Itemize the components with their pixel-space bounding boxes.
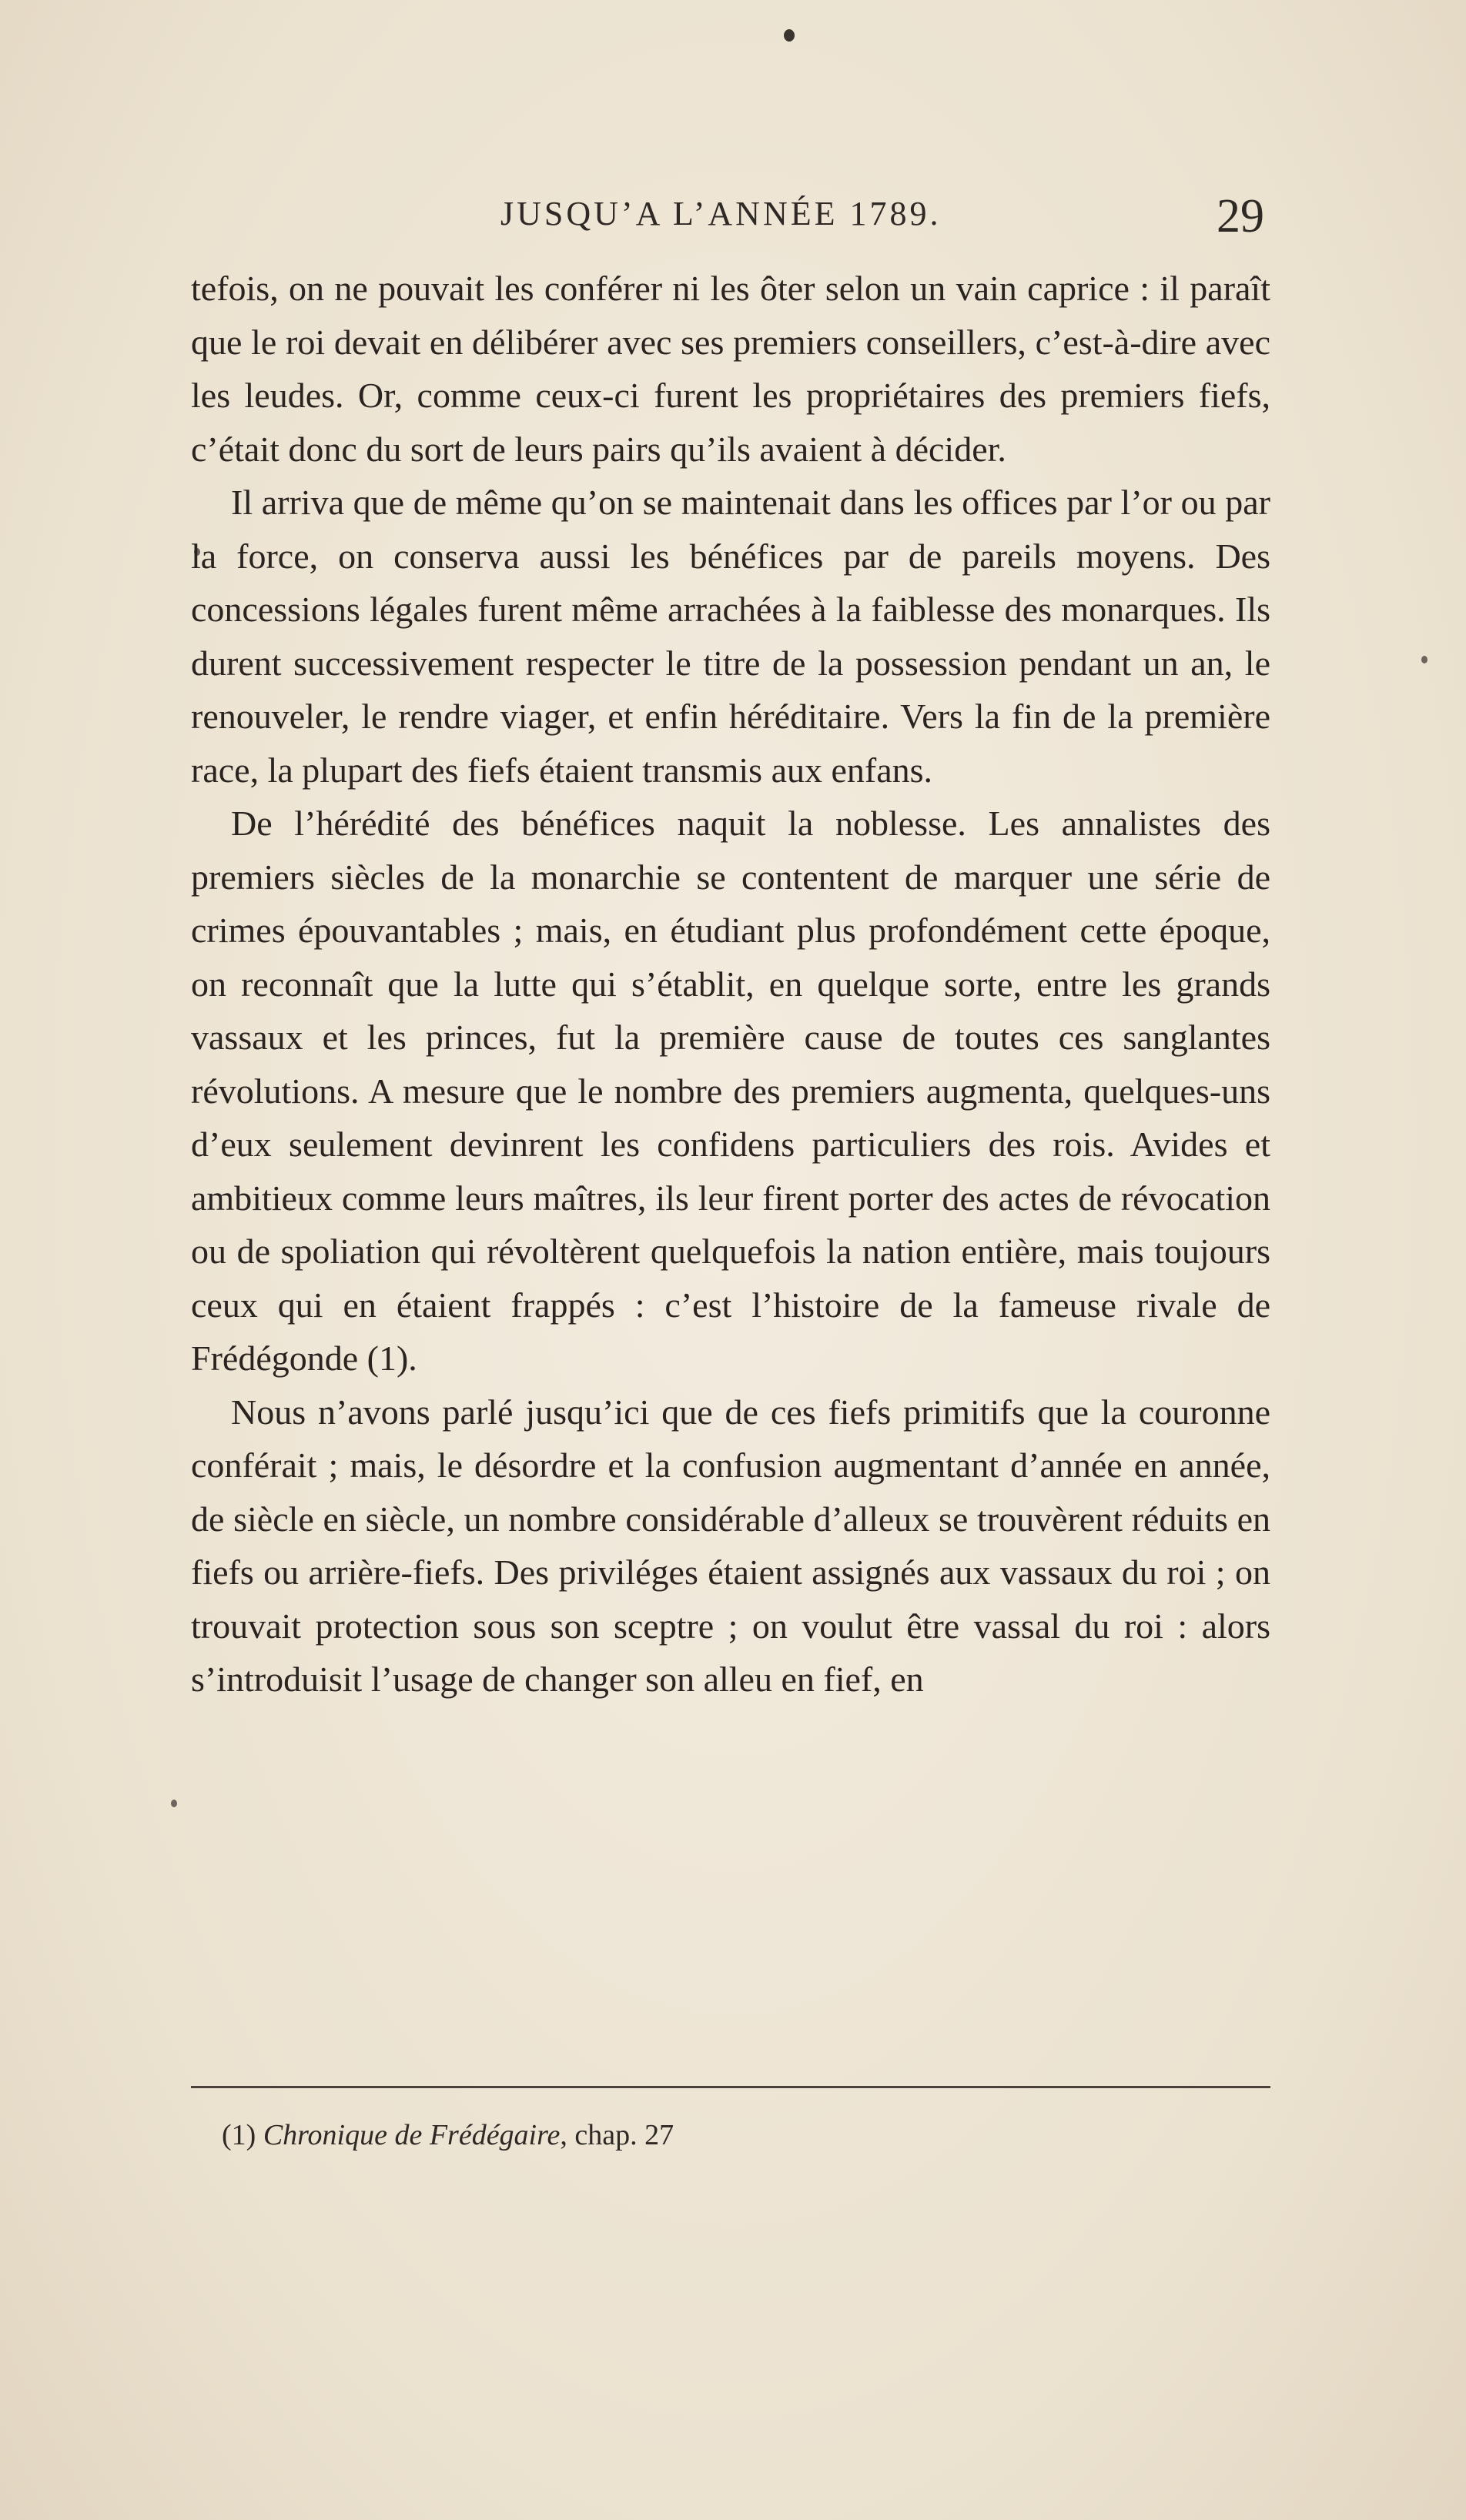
ink-dot — [784, 29, 795, 42]
paragraph-4: Nous n’avons parlé jusqu’ici que de ces fiefs primitifs que la couronne conférait ; mais, le désordre et la confusion augmentant d’année en année, de siècle en siècle, un nombre considérable d’alleux se trouvèrent réduits en fiefs ou arrière-fiefs. Des priviléges étaient assignés aux vassaux du roi ; on trouvait protection sous son sceptre ; on voulut être vassal du roi : alors s’introduisit l’usage de changer son alleu en fief, en — [191, 1392, 1270, 1699]
body-text — [191, 262, 1270, 1706]
paragraph-2: Il arriva que de même qu’on se maintenait dans les offices par l’or ou par la force, on conserva aussi les bénéfices par de pareils moyens. Des concessions légales furent même arrachées à la faiblesse des monarques. Ils durent successivement respecter le titre de la possession pendant un an, le renouveler, le rendre viager, et enfin héréditaire. Vers la fin de la première race, la plupart des fiefs étaient transmis aux enfans. — [191, 483, 1270, 790]
running-title: JUSQU’A L’ANNÉE 1789. — [500, 195, 942, 232]
footnote-rule — [191, 2086, 1270, 2088]
footnote-title: Chronique de Frédégaire — [263, 2119, 561, 2151]
footnote-marker: (1) — [222, 2119, 256, 2151]
page-header — [0, 179, 1466, 248]
paragraph-3: De l’hérédité des bénéfices naquit la noblesse. Les annalistes des premiers siècles de la monarchie se contentent de marquer une série de crimes épouvantables ; mais, en étudiant plus profondément cette époque, on reconnaît que la lutte qui s’établit, en quelque sorte, entre les grands vassaux et les princes, fut la première cause de toutes ces sanglantes révolutions. A mesure que le nombre des premiers augmenta, quelques-uns d’eux seulement devinrent les confidens particuliers des rois. Avides et ambitieux comme leurs maîtres, ils leur firent porter des actes de révocation ou de spoliation qui révoltèrent quelquefois la nation entière, mais toujours ceux qui en étaient frappés : c’est l’histoire de la fameuse rivale de Frédégonde (1). — [191, 804, 1270, 1378]
footnote — [222, 2118, 674, 2152]
paragraph-1: tefois, on ne pouvait les conférer ni les ôter selon un vain caprice : il paraît que le roi devait en délibérer avec ses premiers conseillers, c’est-à-dire avec les leudes. Or, comme ceux-ci furent les propriétaires des premiers fiefs, c’était donc du sort de leurs pairs qu’ils avaient à décider. — [191, 269, 1270, 469]
footnote-rest: , chap. 27 — [560, 2119, 674, 2151]
page-number: 29 — [1217, 190, 1264, 242]
